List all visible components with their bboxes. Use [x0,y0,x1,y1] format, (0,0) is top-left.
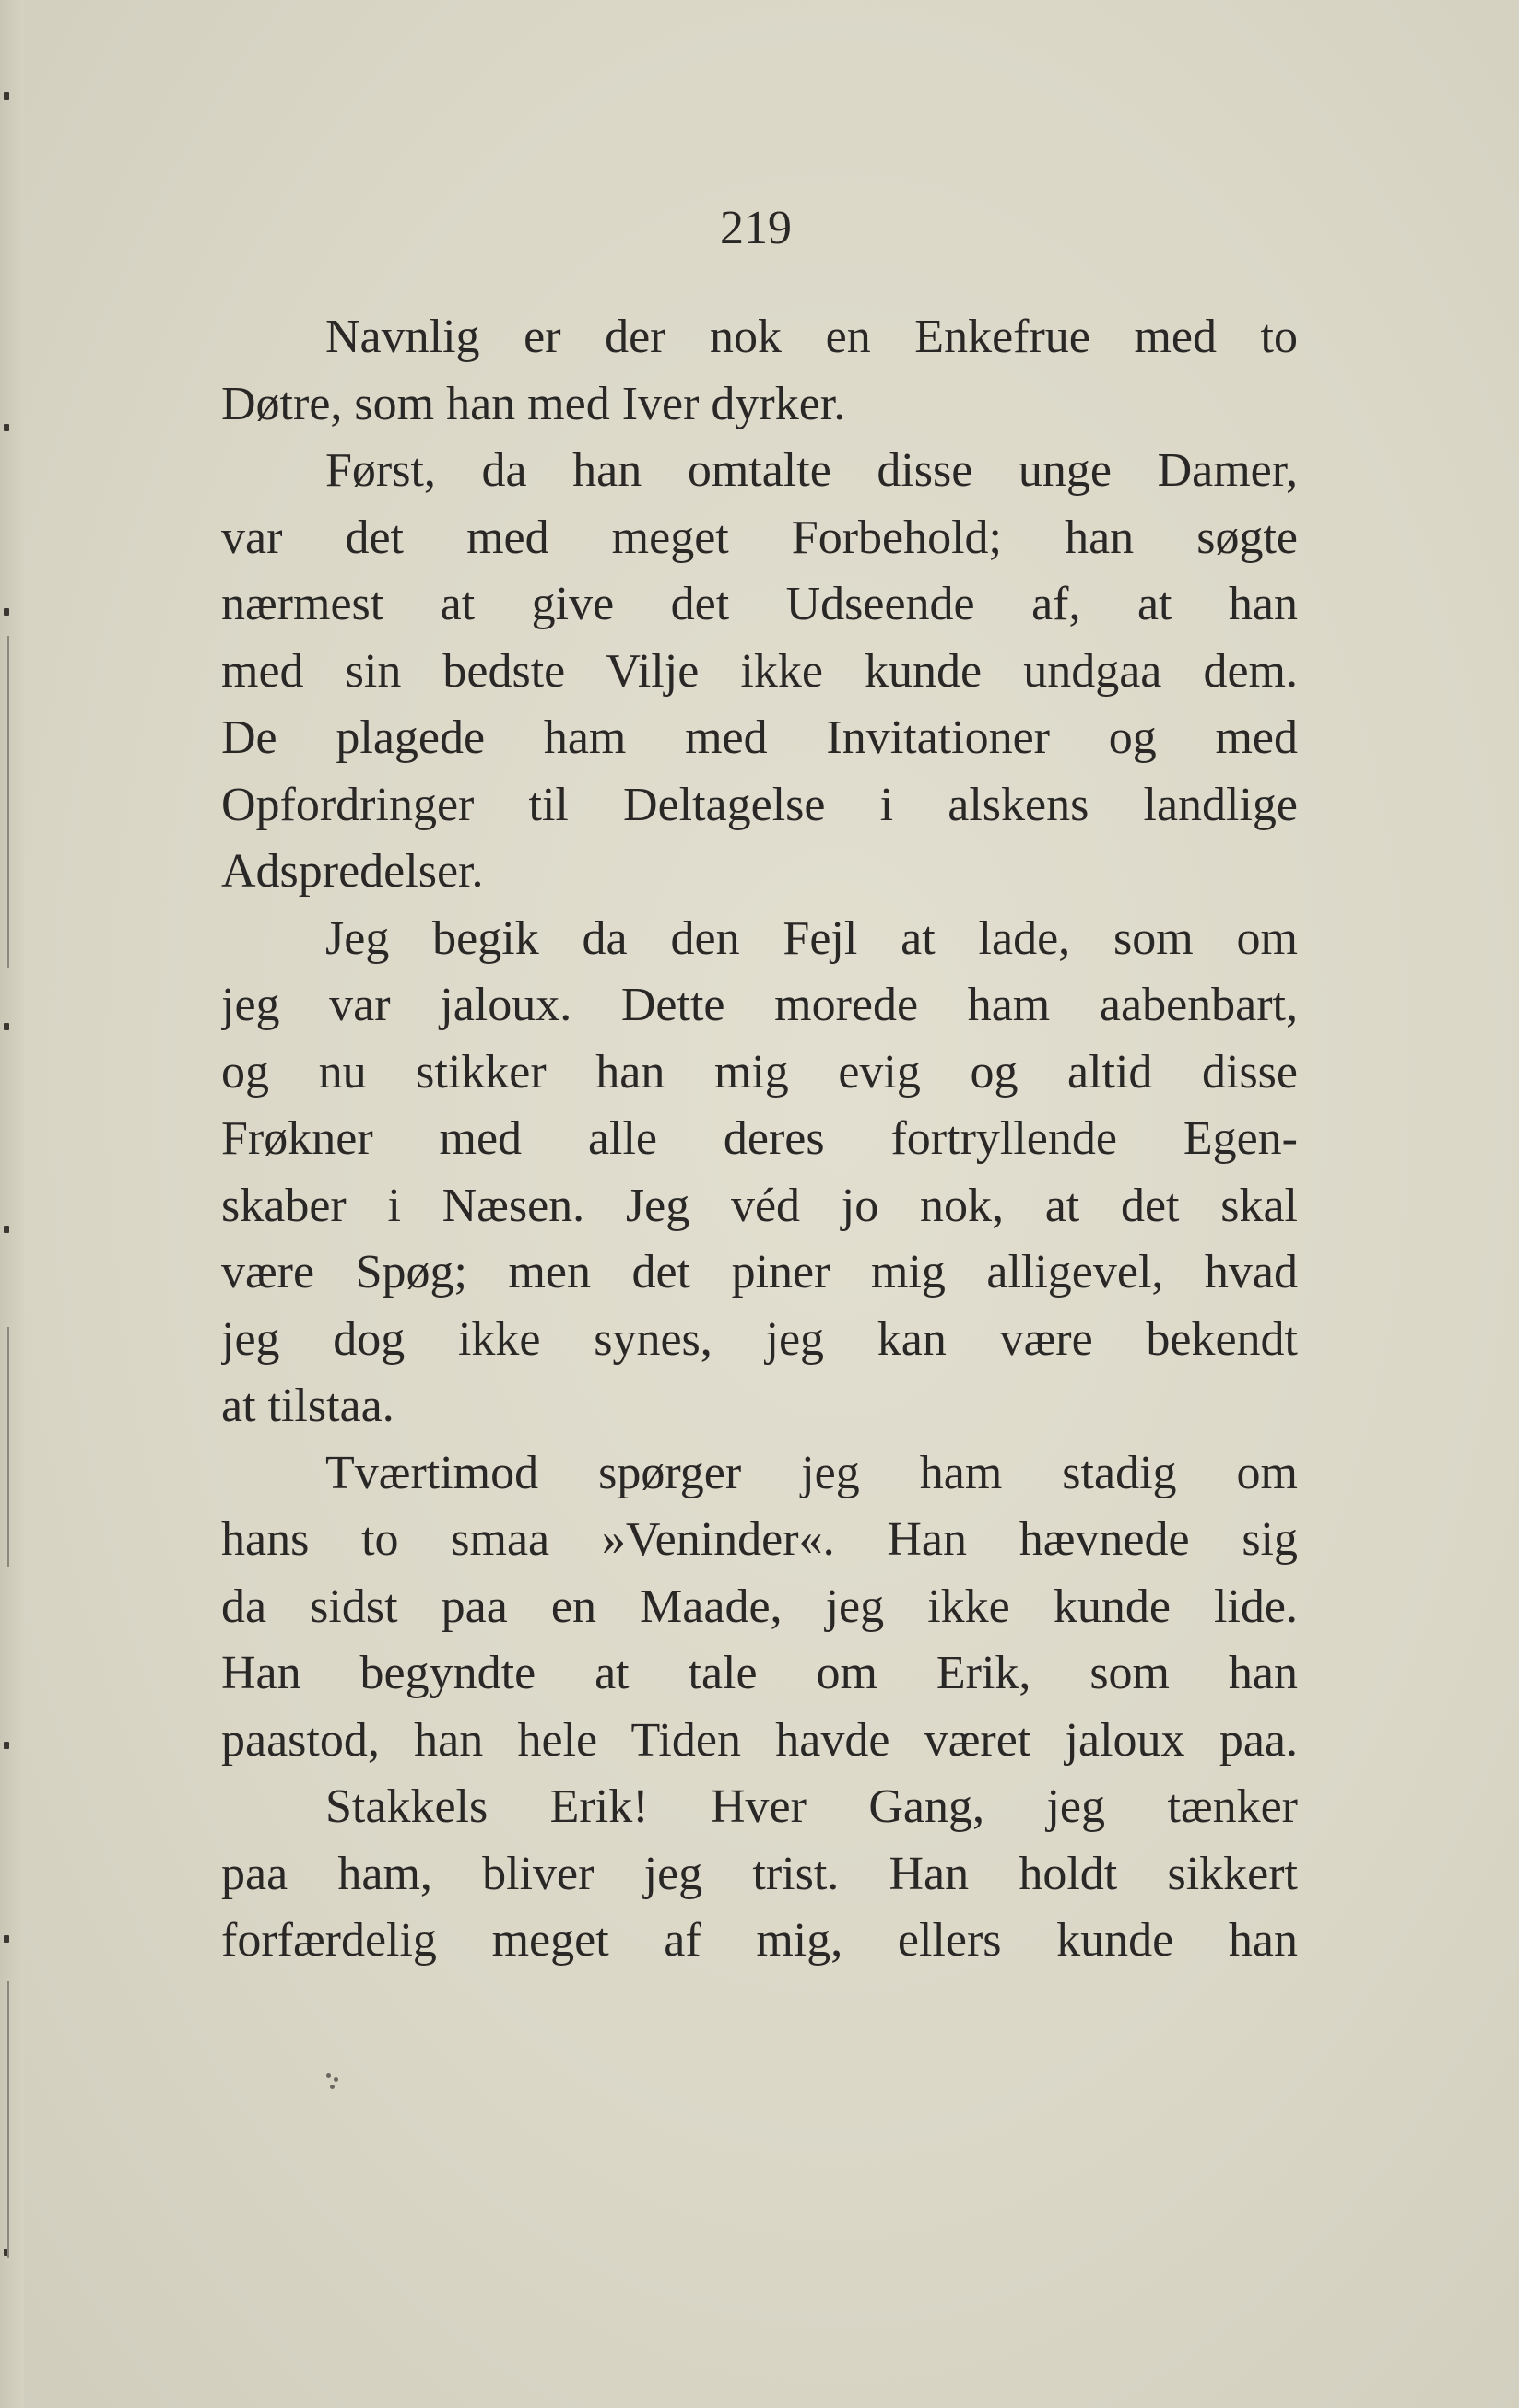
text-line: Frøkner med alle deres fortryllende Egen- [221,1112,1298,1165]
text-line: Døtre, som han med Iver dyrker. [221,377,846,430]
text-line: paa ham, bliver jeg trist. Han holdt sikkert [221,1847,1298,1900]
body-text [221,304,1298,1975]
text-line: være Spøg; men det piner mig alligevel, hvad [221,1246,1298,1298]
text-line: paastod, han hele Tiden havde været jaloux paa. [221,1713,1298,1767]
text-line: De plagede ham med Invitationer og med [221,711,1298,764]
page-number: 219 [720,202,792,254]
gutter-line [7,1327,9,1567]
text-line: Først, da han omtalte disse unge Damer, [325,444,1298,497]
text-line: og nu stikker han mig evig og altid disse [221,1045,1298,1098]
text-line: Navnlig er der nok en Enkefrue med to [325,311,1298,363]
text-line: forfærdelig meget af mig, ellers kunde han [221,1914,1298,1967]
text-line: Stakkels Erik! Hver Gang, jeg tænker [325,1780,1298,1833]
gutter-speck [4,1226,9,1233]
text-line: Tværtimod spørger jeg ham stadig om [325,1446,1298,1499]
text-line: nærmest at give det Udseende af, at han [221,578,1298,630]
text-line: hans to smaa »Veninder«. Han hævnede sig [221,1513,1298,1566]
text-line: at tilstaa. [221,1380,394,1432]
ink-speck [330,2085,335,2089]
text-line: jeg dog ikke synes, jeg kan være bekendt [221,1312,1298,1366]
ink-specks [313,2064,369,2101]
text-line: Han begyndte at tale om Erik, som han [221,1647,1298,1699]
text-line: skaber i Næsen. Jeg véd jo nok, at det skal [221,1179,1298,1232]
gutter-line [7,636,9,968]
text-line: da sidst paa en Maade, jeg ikke kunde lide. [221,1580,1298,1633]
text-line: var det med meget Forbehold; han søgte [221,511,1298,564]
gutter-speck [4,1742,9,1749]
text-line: Opfordringer til Deltagelse i alskens landlige [221,778,1298,831]
ink-speck [326,2073,331,2078]
gutter-speck [4,1935,9,1943]
text-line: med sin bedste Vilje ikke kunde undgaa dem. [221,644,1298,698]
page-gutter [0,0,24,2408]
text-line: jeg var jaloux. Dette morede ham aabenbart, [221,979,1298,1031]
gutter-speck [4,424,9,431]
gutter-speck [4,92,9,100]
gutter-line [7,1981,9,2258]
gutter-speck [4,1023,9,1030]
ink-speck [334,2077,338,2082]
gutter-speck [4,608,9,616]
text-line: Adspredelser. [221,845,484,898]
text-line: Jeg begik da den Fejl at lade, som om [325,911,1298,965]
